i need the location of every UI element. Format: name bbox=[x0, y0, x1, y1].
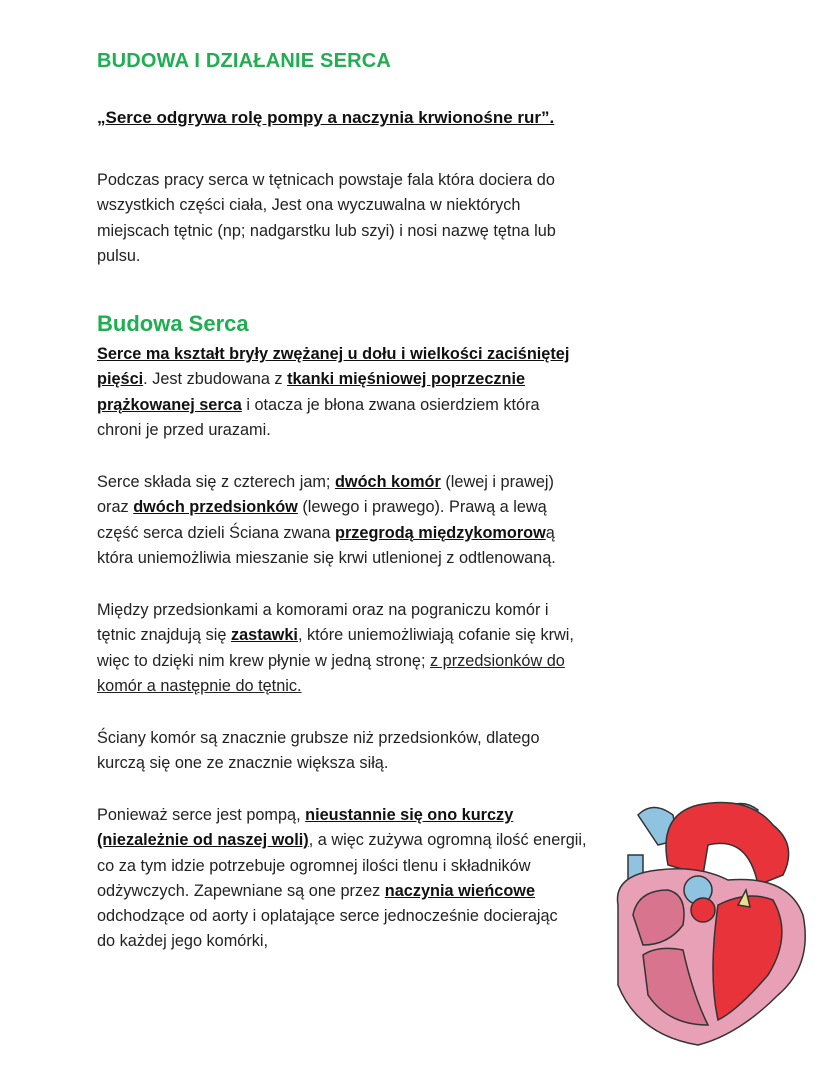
text-segment: Ściany komór są znacznie grubsze niż przedsionków, dlatego bbox=[97, 729, 540, 747]
text-line bbox=[97, 904, 587, 929]
text-line bbox=[97, 674, 574, 699]
text-segment: część serca dzieli Ściana zwana bbox=[97, 523, 335, 542]
quote: „Serce odgrywa rolę pompy a naczynia krwionośne rur”. bbox=[97, 108, 555, 127]
text-line bbox=[97, 879, 587, 904]
text-line bbox=[97, 751, 540, 776]
text-line bbox=[97, 854, 587, 879]
text-segment: (lewej i prawej) bbox=[440, 473, 554, 491]
emphasized-text: zastawki bbox=[230, 626, 298, 645]
text-segment: pulsu. bbox=[97, 246, 141, 265]
paragraph-valves bbox=[97, 598, 574, 699]
paragraph-pulse bbox=[97, 168, 556, 269]
text-segment: do każdej jego komórki, bbox=[97, 932, 269, 951]
paragraph-chambers bbox=[97, 470, 556, 571]
emphasized-text: Serce ma kształt bryły zwężanej u dołu i wielkości zaciśniętej bbox=[97, 345, 570, 363]
text-line bbox=[97, 342, 569, 367]
emphasized-text: naczynia wieńcowe bbox=[384, 881, 536, 900]
text-segment: więc to dzięki nim krew płynie w jedną stronę; bbox=[97, 651, 431, 670]
text-segment: Podczas pracy serca w tętnicach powstaje fala która dociera do bbox=[97, 171, 555, 189]
text-segment: tętnic znajdują się bbox=[97, 626, 231, 645]
text-segment: odchodzące od aorty i oplatające serce jednocześnie docierając bbox=[97, 907, 558, 926]
text-segment: oraz bbox=[97, 498, 134, 517]
text-segment: Ponieważ serce jest pompą, bbox=[97, 806, 306, 824]
text-line bbox=[97, 929, 587, 954]
text-line bbox=[97, 649, 574, 674]
text-line bbox=[97, 193, 556, 218]
text-segment: . Jest zbudowana z bbox=[143, 370, 288, 389]
emphasized-text: komór a następnie do tętnic. bbox=[97, 676, 302, 695]
text-segment: co za tym idzie potrzebuje ogromnej ilości tlenu i składników bbox=[97, 856, 531, 875]
heart-illustration bbox=[598, 795, 823, 1050]
text-line bbox=[97, 495, 556, 520]
text-line bbox=[97, 168, 556, 193]
emphasized-text: pięści bbox=[97, 370, 144, 389]
text-segment: (lewego i prawego). Prawą a lewą bbox=[297, 498, 547, 517]
text-line bbox=[97, 726, 540, 751]
text-segment: , a więc zużywa ogromną ilość energii, bbox=[308, 831, 587, 850]
text-segment: wszystkich części ciała, Jest ona wyczuwalna w niektórych bbox=[97, 196, 521, 215]
text-segment: i otacza je błona zwana osierdziem która bbox=[241, 395, 540, 414]
text-line bbox=[97, 598, 574, 623]
text-line bbox=[97, 367, 569, 392]
text-line bbox=[97, 546, 556, 571]
text-line bbox=[97, 418, 569, 443]
paragraph-pump bbox=[97, 803, 587, 955]
text-line bbox=[97, 244, 556, 269]
emphasized-text: prążkowanej serca bbox=[97, 395, 242, 414]
emphasized-text: tkanki mięśniowej poprzecznie bbox=[287, 370, 526, 389]
section-heading: Budowa Serca bbox=[97, 311, 249, 336]
emphasized-text: przegrodą międzykomorow bbox=[335, 523, 546, 542]
paragraph-shape bbox=[97, 342, 569, 443]
text-line bbox=[97, 393, 569, 418]
page-title: BUDOWA I DZIAŁANIE SERCA bbox=[97, 50, 392, 72]
text-line bbox=[97, 803, 587, 828]
text-segment: miejscach tętnic (np; nadgarstku lub szyi) i nosi nazwę tętna lub bbox=[97, 221, 556, 240]
text-segment: Serce składa się z czterech jam; bbox=[97, 473, 335, 491]
emphasized-text: z przedsionków do bbox=[430, 651, 565, 670]
text-line bbox=[97, 219, 556, 244]
text-segment: chroni je przed urazami. bbox=[97, 420, 271, 439]
emphasized-text: dwóch komór bbox=[334, 473, 441, 491]
text-line bbox=[97, 828, 587, 853]
text-segment: , które uniemożliwiają cofanie się krwi, bbox=[297, 626, 574, 645]
text-line bbox=[97, 470, 556, 495]
text-segment: ą bbox=[545, 523, 555, 542]
text-segment: odżywczych. Zapewniane są one przez bbox=[97, 881, 385, 900]
emphasized-text: nieustannie się ono kurczy bbox=[305, 806, 514, 824]
emphasized-text: (niezależnie od naszej woli) bbox=[97, 831, 309, 850]
text-line bbox=[97, 521, 556, 546]
emphasized-text: dwóch przedsionków bbox=[133, 498, 298, 517]
text-line bbox=[97, 623, 574, 648]
text-segment: która uniemożliwia mieszanie się krwi utlenionej z odtlenowaną. bbox=[97, 548, 556, 567]
paragraph-walls bbox=[97, 726, 540, 777]
text-segment: kurczą się one ze znacznie większa siłą. bbox=[97, 754, 389, 773]
text-segment: Między przedsionkami a komorami oraz na pograniczu komór i bbox=[97, 601, 549, 619]
